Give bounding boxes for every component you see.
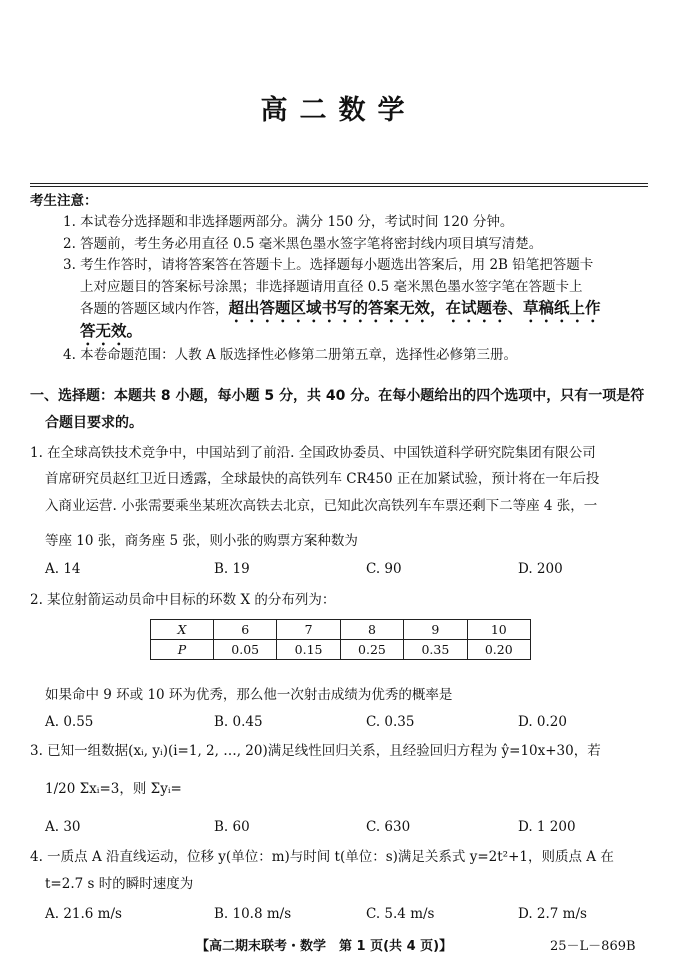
notice-heading: 考生注意：	[30, 193, 98, 209]
section-heading-cont: 合题目要求的。	[45, 415, 143, 431]
q4-option-d: D. 2.7 m/s	[518, 906, 587, 922]
notice-item-3: 3. 考生作答时，请将答案答在答题卡上。选择题每小题选出答案后，用 2B 铅笔把答题卡	[63, 257, 594, 273]
table-cell: 0.15	[277, 640, 340, 660]
notice-item-3-cont2	[80, 299, 601, 326]
notice-emphasis: 超出答题区域书写的答案无效，在试题卷、草稿纸上作	[228, 299, 601, 317]
page-title: 高二数学	[260, 95, 417, 126]
section-heading: 一、选择题：本题共 8 小题，每小题 5 分，共 40 分。在每小题给出的四个选项中，只有一项是符	[30, 388, 645, 404]
q4-option-b: B. 10.8 m/s	[214, 906, 292, 922]
q2-option-d: D. 0.20	[518, 714, 567, 730]
q1-line-2: 首席研究员赵红卫近日透露，全球最快的高铁列车 CR450 正在加紧试验，预计将在一年后投	[45, 471, 600, 487]
table-cell: 0.20	[467, 640, 530, 660]
notice-item-3-cont: 上对应题目的答案标号涂黑；非选择题请用直径 0.5 毫米黑色墨水签字笔在答题卡上	[80, 279, 583, 295]
q2-option-c: C. 0.35	[366, 714, 415, 730]
table-cell: X	[151, 620, 214, 640]
q3-line-2: 1/20 Σxᵢ=3，则 Σyᵢ=	[45, 781, 182, 797]
q3-line-1: 3. 已知一组数据(xᵢ, yᵢ)(i=1, 2, …, 20)满足线性回归关系，且经验回归方程为 ŷ=10x+30，若	[30, 743, 601, 759]
q3-option-a: A. 30	[45, 819, 81, 835]
table-cell: 9	[404, 620, 467, 640]
notice-emphasis-end: 答无效。	[80, 322, 143, 340]
q1-option-b: B. 19	[214, 561, 250, 577]
q2-stem: 2. 某位射箭运动员命中目标的环数 X 的分布列为：	[30, 592, 336, 608]
q4-line-1: 4. 一质点 A 沿直线运动，位移 y(单位：m)与时间 t(单位：s)满足关系式 y=2t²+1，则质点 A 在	[30, 849, 614, 865]
q2-option-b: B. 0.45	[214, 714, 263, 730]
q3-option-d: D. 1 200	[518, 819, 576, 835]
q4-option-a: A. 21.6 m/s	[45, 906, 122, 922]
header-rule	[30, 183, 648, 184]
table-cell: 0.35	[404, 640, 467, 660]
header-rule-double	[30, 186, 648, 187]
q3-option-c: C. 630	[366, 819, 411, 835]
table-cell: 10	[467, 620, 530, 640]
table-cell: 0.05	[214, 640, 277, 660]
notice-item-1: 1. 本试卷分选择题和非选择题两部分。满分 150 分，考试时间 120 分钟。	[63, 214, 514, 230]
table-row	[151, 640, 531, 660]
table-cell: P	[151, 640, 214, 660]
q1-line-4: 等座 10 张，商务座 5 张，则小张的购票方案种数为	[45, 533, 358, 549]
q1-line-3: 入商业运营. 小张需要乘坐某班次高铁去北京，已知此次高铁列车车票还剩下二等座 4 张，一	[45, 498, 598, 514]
distribution-table	[150, 619, 531, 660]
q4-option-c: C. 5.4 m/s	[366, 906, 435, 922]
q1-option-a: A. 14	[45, 561, 81, 577]
q3-option-b: B. 60	[214, 819, 250, 835]
q2-option-a: A. 0.55	[45, 714, 94, 730]
q1-option-d: D. 200	[518, 561, 563, 577]
table-row	[151, 620, 531, 640]
q1-line-1: 1. 在全球高铁技术竞争中，中国站到了前沿. 全国政协委员、中国铁道科学研究院集团有限公司	[30, 445, 596, 461]
q2-question: 如果命中 9 环或 10 环为优秀，那么他一次射击成绩为优秀的概率是	[45, 687, 453, 703]
table-cell: 6	[214, 620, 277, 640]
q4-line-2: t=2.7 s 时的瞬时速度为	[45, 876, 194, 892]
exam-code: 25－L－869B	[550, 939, 636, 954]
table-cell: 0.25	[340, 640, 403, 660]
table-cell: 7	[277, 620, 340, 640]
table-cell: 8	[340, 620, 403, 640]
page-footer: 【高二期末联考・数学 第 1 页(共 4 页)】	[196, 939, 453, 954]
q1-option-c: C. 90	[366, 561, 402, 577]
notice-item-3-plain: 各题的答题区域内作答，	[80, 301, 229, 317]
notice-item-4: 4. 本卷命题范围：人教 A 版选择性必修第二册第五章，选择性必修第三册。	[63, 347, 518, 363]
notice-item-2: 2. 答题前，考生务必用直径 0.5 毫米黑色墨水签字笔将密封线内项目填写清楚。	[63, 236, 543, 252]
